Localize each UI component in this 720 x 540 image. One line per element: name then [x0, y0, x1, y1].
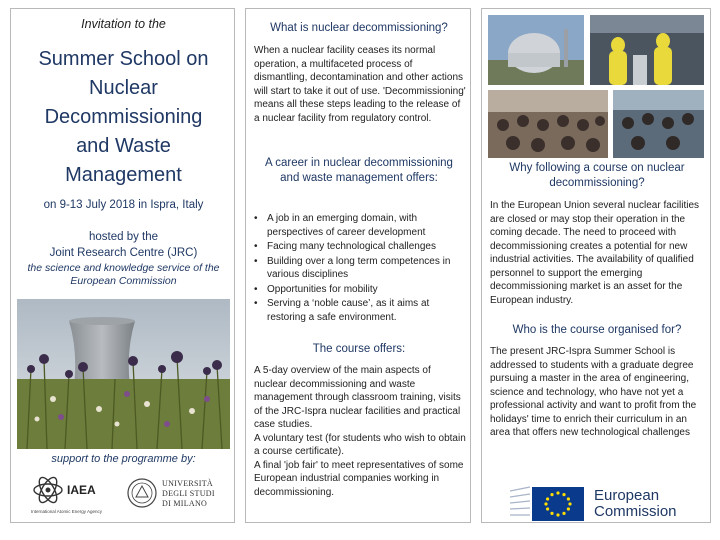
who-heading: Who is the course organised for?: [512, 324, 682, 336]
list-item-text: Serving a ‘noble cause’, as it aims at restoring a safe environment.: [267, 298, 430, 323]
list-item: [252, 255, 466, 282]
course-paragraph: A voluntary test (for students who wish to obtain a course certificate).: [254, 432, 466, 457]
list-item-text: Building over a long term competences in various disciplines: [267, 255, 451, 280]
title-line: Nuclear: [89, 77, 158, 99]
who-text: The present JRC-Ispra Summer School is addressed to students with a graduate degree pursuing a master in the area of engineering, science and technology, who have not yet a professional activity and want to profit from the holidays' time to enrich their curriculum in an area that offers new technological challenges: [490, 346, 697, 438]
cooling-tower-meadow-photo: [17, 299, 230, 449]
list-item: [252, 240, 466, 254]
host-description: the science and knowledge service of the European Commission: [27, 262, 220, 287]
right-panel: [481, 8, 711, 523]
host-block: [11, 229, 236, 261]
list-item: [252, 283, 466, 297]
title-line: Management: [65, 164, 182, 186]
career-list: [252, 212, 466, 325]
course-paragraph: A final 'job fair' to meet representatives of some European industrial companies working in decommissioning.: [254, 459, 464, 498]
course-text: [254, 364, 466, 499]
european-commission-logo: [510, 483, 700, 525]
why-heading: Why following a course on nuclear decommissioning?: [509, 162, 685, 189]
career-heading: A career in nuclear decommissioning and waste management offers:: [265, 157, 453, 184]
event-dates: on 9-13 July 2018 in Ispra, Italy: [43, 199, 204, 211]
host-name: Joint Research Centre (JRC): [49, 247, 198, 259]
eu-flag-icon: [510, 483, 590, 525]
invite-text: Invitation to the: [81, 17, 166, 31]
title-line: and Waste: [76, 135, 171, 157]
why-text: In the European Union several nuclear facilities are closed or may stop their operation in the coming decade. The need to proceed with decommissioning creates a potential for new industrial activities. The availability of qualified personnel to support the emerging decommissioning market is an asset for the European industry.: [490, 200, 700, 306]
list-item: [252, 297, 466, 324]
middle-panel: [245, 8, 471, 523]
iaea-subtext: International Atomic Energy Agency: [31, 509, 103, 514]
unimi-line: DI MILANO: [162, 499, 208, 508]
training-photos-collage: [488, 15, 704, 158]
what-heading: What is nuclear decommissioning?: [270, 22, 448, 34]
unimi-logo: [126, 471, 226, 519]
list-item-text: Opportunities for mobility: [267, 283, 378, 295]
unimi-line: UNIVERSITÀ: [162, 479, 213, 488]
title-line: Summer School on: [38, 48, 209, 70]
unimi-line: DEGLI STUDI: [162, 489, 215, 498]
title-line: Decommissioning: [44, 106, 203, 128]
event-title: [11, 45, 236, 190]
hosted-by-label: hosted by the: [88, 231, 159, 243]
partner-logos: [31, 471, 221, 519]
bullet: •: [254, 283, 258, 295]
support-label: support to the programme by:: [51, 453, 196, 465]
ec-wordmark-line: European: [594, 487, 660, 504]
bullet: •: [254, 213, 258, 224]
bullet: •: [254, 255, 258, 267]
iaea-text: IAEA: [67, 483, 96, 497]
what-text: When a nuclear facility ceases its normal operation, a multifaceted process of dismantling, decontamination and other actions will start to take it out of use. 'Decommissioning' means all these steps leading to the release of a nuclear facility from regulatory control.: [254, 45, 466, 124]
ec-wordmark-line: Commission: [594, 503, 677, 520]
iaea-logo: [31, 471, 111, 519]
list-item: [252, 212, 466, 239]
list-item-text: A job in an emerging domain, with perspectives of career development: [267, 213, 426, 238]
ec-wordmark: [594, 488, 704, 520]
bullet: •: [254, 241, 258, 252]
unimi-text: [162, 479, 215, 509]
course-heading: The course offers:: [312, 343, 406, 355]
course-paragraph: A 5-day overview of the main aspects of nuclear decommissioning and waste management through classroom training, visits of the JRC-Ispra nuclear facilities and practical case studies.: [254, 365, 461, 430]
bullet: •: [254, 298, 258, 309]
front-panel: [10, 8, 235, 523]
list-item-text: Facing many technological challenges: [267, 241, 436, 252]
